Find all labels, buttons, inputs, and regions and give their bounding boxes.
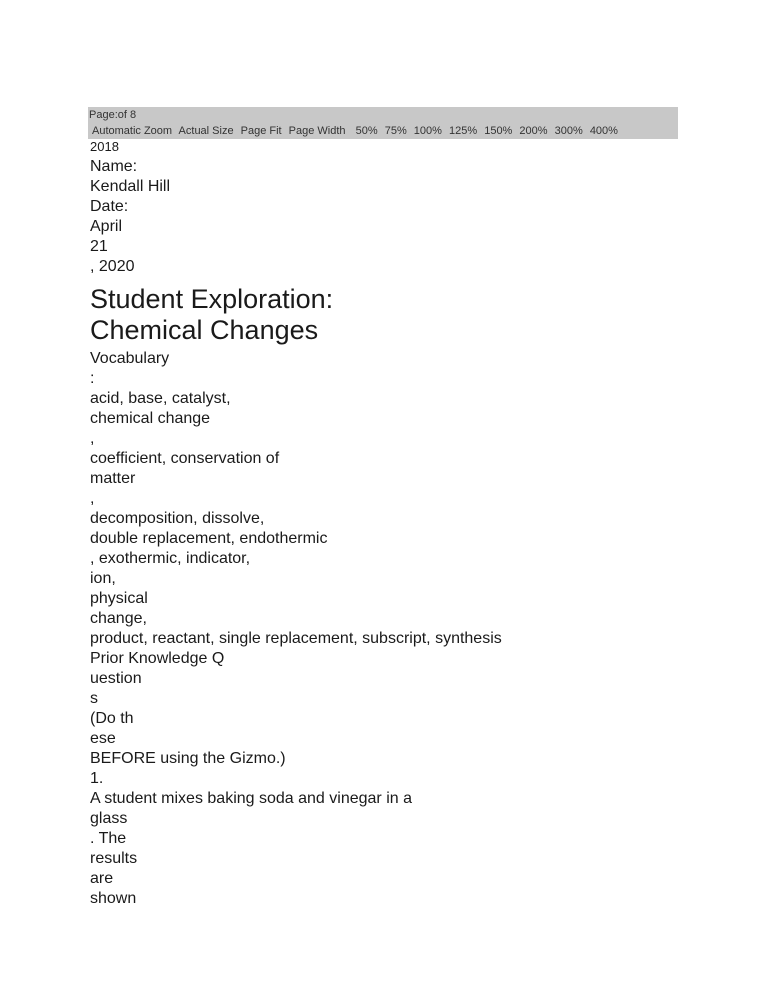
body-line: decomposition, dissolve, [90,510,265,527]
date-day: 21 [90,238,108,255]
page-title [90,284,690,346]
body-line: matter [90,470,136,487]
zoom-option-300[interactable]: 300% [554,125,583,137]
body-line: BEFORE using the Gizmo.) [90,750,286,767]
body-text [90,349,690,909]
document-year: 2018 [90,139,119,154]
body-line: , [90,430,95,447]
zoom-option-actual-size[interactable]: Actual Size [178,125,234,137]
zoom-option-75[interactable]: 75% [384,125,407,137]
zoom-option-page-fit[interactable]: Page Fit [240,125,282,137]
body-line: A student mixes baking soda and vinegar in a [90,790,412,807]
date-month: April [90,218,123,235]
page-indicator[interactable]: Page:of 8 [89,109,137,121]
body-line: Prior Knowledge Q [90,650,225,667]
date-year: , 2020 [90,258,135,275]
body-line: acid, base, catalyst, [90,390,231,407]
header-block [90,157,690,277]
body-line: , exothermic, indicator, [90,550,251,567]
body-line: : [90,370,95,387]
zoom-option-automatic[interactable]: Automatic Zoom [92,125,173,137]
zoom-option-400[interactable]: 400% [589,125,618,137]
zoom-option-125[interactable]: 125% [449,125,478,137]
zoom-option-100[interactable]: 100% [413,125,442,137]
student-name: Kendall Hill [90,178,171,195]
zoom-options-bar [92,124,622,138]
body-line: coefficient, conservation of [90,450,280,467]
body-line: shown [90,890,137,907]
body-line: are [90,870,114,887]
body-line: . The [90,830,127,847]
body-line: results [90,850,138,867]
name-label: Name: [90,158,138,175]
zoom-option-200[interactable]: 200% [519,125,548,137]
body-line: (Do th [90,710,134,727]
title-line-1: Student Exploration: [90,284,334,314]
body-line: , [90,490,95,507]
body-line: uestion [90,670,142,687]
body-line: ese [90,730,116,747]
title-line-2: Chemical Changes [90,315,319,345]
body-line: double replacement, endothermic [90,530,328,547]
zoom-option-150[interactable]: 150% [484,125,513,137]
body-line: ion, [90,570,116,587]
body-line: physical [90,590,148,607]
zoom-option-50[interactable]: 50% [355,125,378,137]
body-line: s [90,690,98,707]
body-line: Vocabulary [90,350,170,367]
date-label: Date: [90,198,129,215]
body-line: glass [90,810,128,827]
body-line: 1. [90,770,104,787]
body-line: change, [90,610,147,627]
document-content [90,138,690,909]
zoom-option-page-width[interactable]: Page Width [288,125,346,137]
pdf-viewer-toolbar [88,107,678,139]
body-line: product, reactant, single replacement, subscript, synthesis [90,630,502,647]
body-line: chemical change [90,410,211,427]
